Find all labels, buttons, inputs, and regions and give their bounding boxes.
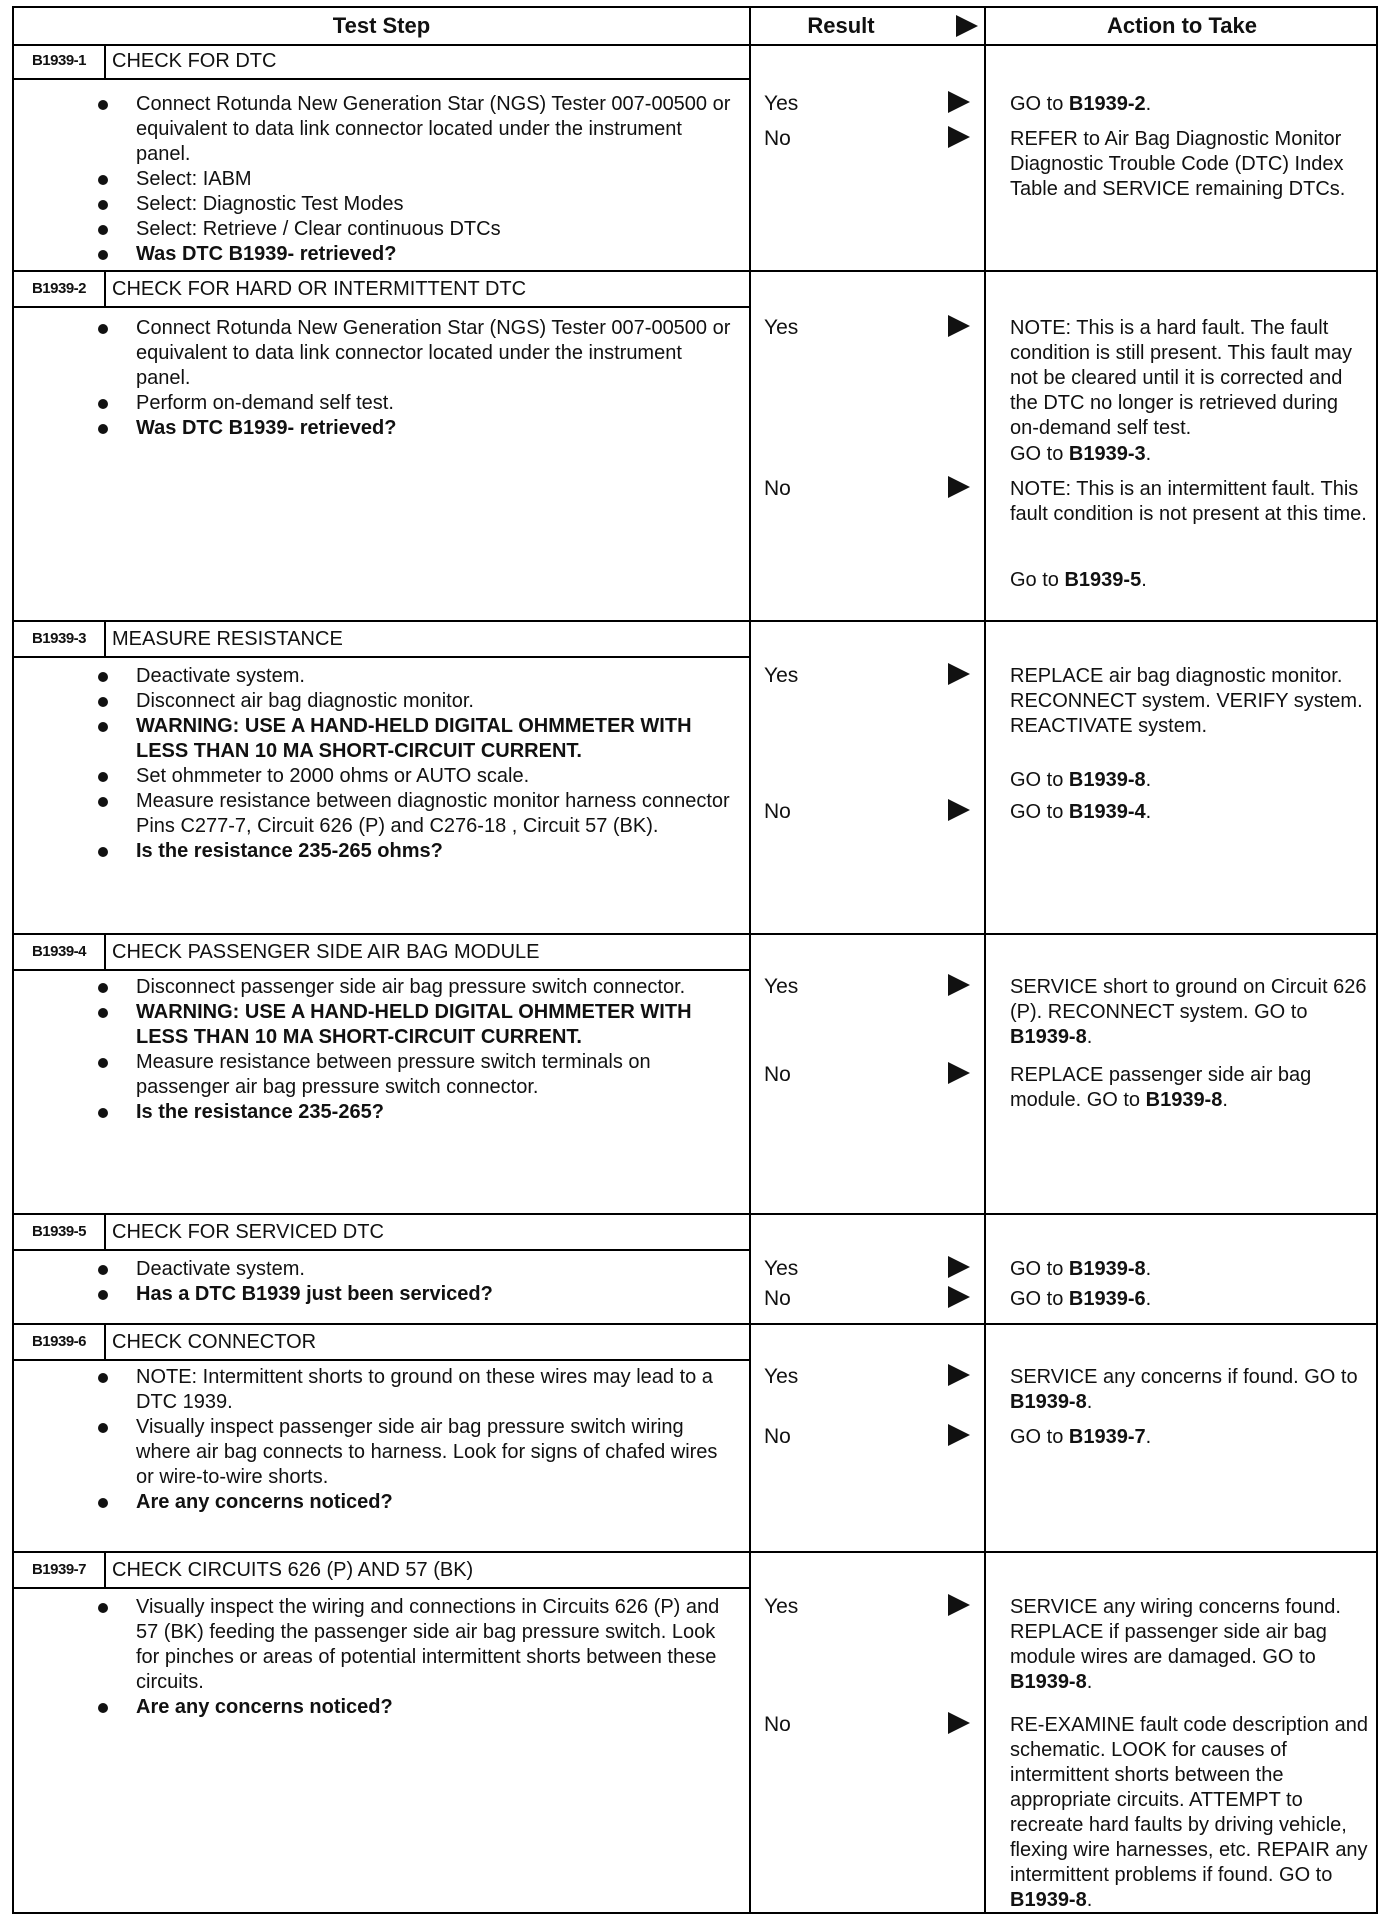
test-step-row (14, 1323, 1376, 1553)
step-code: B1939-2 (14, 272, 106, 306)
instruction-item: Connect Rotunda New Generation Star (NGS) Tester 007-00500 or equivalent to data link connector located under the instrument panel. (94, 92, 734, 167)
result-arrow-icon (948, 91, 970, 113)
instruction-item: Deactivate system. (94, 664, 734, 689)
step-code: B1939-3 (14, 622, 106, 656)
step-instructions (94, 975, 734, 1125)
step-title: CHECK PASSENGER SIDE AIR BAG MODULE (112, 941, 540, 963)
step-title: CHECK CIRCUITS 626 (P) AND 57 (BK) (112, 1559, 474, 1581)
action-text: . (1086, 1391, 1093, 1413)
step-title: CHECK FOR SERVICED DTC (112, 1221, 384, 1243)
action-text: . (1145, 1258, 1152, 1280)
instruction-item: WARNING: USE A HAND-HELD DIGITAL OHMMETER WITH LESS THAN 10 MA SHORT-CIRCUIT CURRENT. (94, 1000, 734, 1050)
step-code: B1939-1 (14, 44, 106, 78)
instruction-item: WARNING: USE A HAND-HELD DIGITAL OHMMETER WITH LESS THAN 10 MA SHORT-CIRCUIT CURRENT. (94, 714, 734, 764)
action-paragraph (1010, 1287, 1372, 1312)
step-heading (14, 44, 749, 80)
action-paragraph (1010, 800, 1372, 825)
result-arrow-icon (948, 1424, 970, 1446)
result-arrow-icon (948, 126, 970, 148)
step-heading (14, 1325, 749, 1361)
action-paragraph (1010, 664, 1372, 739)
result-arrow-icon (948, 476, 970, 498)
action-paragraph (1010, 1063, 1372, 1113)
action-paragraph (1010, 92, 1372, 117)
test-step-row (14, 933, 1376, 1215)
action-text: GO to (1010, 93, 1069, 115)
instruction-item: Are any concerns noticed? (94, 1490, 734, 1515)
instruction-item: NOTE: Intermittent shorts to ground on these wires may lead to a DTC 1939. (94, 1365, 734, 1415)
instruction-item: Select: Diagnostic Test Modes (94, 192, 734, 217)
table-header (14, 8, 1376, 46)
step-reference: B1939-3 (1068, 443, 1146, 465)
action-to-take (1010, 477, 1372, 591)
result-arrow-icon (948, 1286, 970, 1308)
test-step-row (14, 1213, 1376, 1325)
result-no: No (764, 1713, 791, 1736)
test-step-row (14, 270, 1376, 622)
action-to-take (1010, 1365, 1372, 1425)
action-paragraph (1010, 127, 1372, 202)
action-text: GO to (1010, 443, 1069, 465)
step-reference: B1939-7 (1068, 1426, 1146, 1448)
action-text: . (1086, 1026, 1093, 1048)
instruction-item: Visually inspect passenger side air bag pressure switch wiring where air bag connects to harness. Look for signs of chafed wires or wire-to-wire shorts. (94, 1415, 734, 1490)
action-text: . (1086, 1671, 1093, 1693)
action-paragraph (1010, 316, 1372, 441)
test-step-row (14, 620, 1376, 935)
result-no: No (764, 477, 791, 500)
action-text: . (1145, 443, 1152, 465)
action-text: . (1145, 93, 1152, 115)
step-instructions (94, 1365, 734, 1515)
action-next-step (1010, 768, 1151, 793)
diagnostic-table (12, 6, 1378, 1914)
action-text: REFER to Air Bag Diagnostic Monitor Diagnostic Trouble Code (DTC) Index Table and SERVICE remaining DTCs. (1010, 128, 1346, 200)
action-text: GO to (1010, 1288, 1069, 1310)
result-no: No (764, 1063, 791, 1086)
instruction-item: Perform on-demand self test. (94, 391, 734, 416)
action-text: Go to (1010, 569, 1065, 591)
result-yes: Yes (764, 664, 799, 687)
step-reference: B1939-8 (1010, 1026, 1087, 1048)
action-to-take (1010, 92, 1372, 127)
action-paragraph (1010, 1595, 1372, 1695)
step-heading (14, 1553, 749, 1589)
step-code: B1939-4 (14, 935, 106, 969)
instruction-item: Disconnect air bag diagnostic monitor. (94, 689, 734, 714)
action-to-take (1010, 1595, 1372, 1705)
action-text: REPLACE passenger side air bag module. GO to (1010, 1064, 1312, 1111)
instruction-item: Measure resistance between diagnostic monitor harness connector Pins C277-7, Circuit 626 (P) and C276-18 , Circuit 57 (BK). (94, 789, 734, 839)
result-arrow-icon (948, 1364, 970, 1386)
instruction-item: Was DTC B1939- retrieved? (94, 416, 734, 441)
action-to-take (1010, 1713, 1372, 1923)
action-text: GO to (1010, 1426, 1069, 1448)
action-text: . (1145, 769, 1152, 791)
step-reference: B1939-8 (1068, 1258, 1146, 1280)
step-code: B1939-5 (14, 1215, 106, 1249)
step-reference: B1939-8 (1010, 1671, 1087, 1693)
step-title: CHECK FOR DTC (112, 50, 277, 72)
test-step-row (14, 44, 1376, 270)
header-result: Result (807, 13, 875, 38)
step-code: B1939-7 (14, 1553, 106, 1587)
action-paragraph (1010, 477, 1372, 527)
step-instructions (94, 664, 734, 864)
action-to-take (1010, 1287, 1372, 1322)
instruction-item: Are any concerns noticed? (94, 1695, 734, 1720)
instruction-item: Connect Rotunda New Generation Star (NGS) Tester 007-00500 or equivalent to data link connector located under the instrument panel. (94, 316, 734, 391)
action-text: GO to (1010, 801, 1069, 823)
header-arrow-icon (956, 15, 978, 37)
action-text: . (1145, 1288, 1152, 1310)
step-reference: B1939-8 (1010, 1889, 1087, 1911)
step-title: CHECK CONNECTOR (112, 1331, 317, 1353)
action-text: NOTE: This is an intermittent fault. This fault condition is not present at this time. (1010, 478, 1367, 525)
action-paragraph (1010, 1713, 1372, 1913)
result-arrow-icon (948, 1256, 970, 1278)
action-text: GO to (1010, 1258, 1069, 1280)
action-next-step (1010, 442, 1151, 467)
result-yes: Yes (764, 1365, 799, 1388)
step-heading (14, 935, 749, 971)
step-reference: B1939-6 (1068, 1288, 1146, 1310)
header-action: Action to Take (1107, 13, 1257, 38)
step-reference: B1939-8 (1010, 1391, 1087, 1413)
action-text: . (1141, 569, 1147, 591)
result-arrow-icon (948, 1594, 970, 1616)
action-paragraph (1010, 1425, 1372, 1450)
result-arrow-icon (948, 663, 970, 685)
action-text: . (1145, 1426, 1152, 1448)
result-yes: Yes (764, 92, 799, 115)
result-arrow-icon (948, 315, 970, 337)
step-instructions (94, 1257, 734, 1307)
action-to-take (1010, 127, 1372, 212)
step-heading (14, 272, 749, 308)
action-text: . (1145, 801, 1152, 823)
header-test-step: Test Step (332, 13, 431, 38)
action-to-take (1010, 975, 1372, 1060)
instruction-item: Has a DTC B1939 just been serviced? (94, 1282, 734, 1307)
step-code: B1939-6 (14, 1325, 106, 1359)
instruction-item: Was DTC B1939- retrieved? (94, 242, 734, 267)
step-heading (14, 622, 749, 658)
action-paragraph (1010, 1257, 1372, 1282)
action-to-take (1010, 664, 1372, 791)
instruction-item: Deactivate system. (94, 1257, 734, 1282)
action-text: . (1222, 1089, 1228, 1111)
step-instructions (94, 1595, 734, 1720)
result-arrow-icon (948, 1712, 970, 1734)
result-yes: Yes (764, 975, 799, 998)
result-yes: Yes (764, 1595, 799, 1618)
action-to-take (1010, 1063, 1372, 1123)
step-reference: B1939-8 (1068, 769, 1146, 791)
instruction-item: Is the resistance 235-265? (94, 1100, 734, 1125)
instruction-item: Select: IABM (94, 167, 734, 192)
result-no: No (764, 800, 791, 823)
action-text: NOTE: This is a hard fault. The fault condition is still present. This fault may not be cleared until it is corrected and the DTC no longer is retrieved during on-demand self test. (1010, 317, 1353, 439)
result-no: No (764, 1287, 791, 1310)
action-text: SERVICE short to ground on Circuit 626 (P). RECONNECT system. GO to (1010, 976, 1367, 1023)
instruction-item: Set ohmmeter to 2000 ohms or AUTO scale. (94, 764, 734, 789)
step-reference: B1939-5 (1064, 569, 1142, 591)
result-arrow-icon (948, 1062, 970, 1084)
step-title: CHECK FOR HARD OR INTERMITTENT DTC (112, 278, 527, 300)
action-next-step (1010, 568, 1147, 593)
action-text: REPLACE air bag diagnostic monitor. RECONNECT system. VERIFY system. REACTIVATE system. (1010, 665, 1363, 737)
action-to-take (1010, 1425, 1372, 1460)
instruction-item: Disconnect passenger side air bag pressure switch connector. (94, 975, 734, 1000)
action-text: RE-EXAMINE fault code description and schematic. LOOK for causes of intermittent shorts between the appropriate circuits. ATTEMPT to recreate hard faults by driving vehicle, flexing wire harnesses, etc. REPAIR any intermittent problems if found. GO to (1010, 1714, 1368, 1886)
instruction-item: Measure resistance between pressure switch terminals on passenger air bag pressure switch connector. (94, 1050, 734, 1100)
result-no: No (764, 127, 791, 150)
result-no: No (764, 1425, 791, 1448)
action-text: GO to (1010, 769, 1069, 791)
action-text: SERVICE any concerns if found. GO to (1010, 1366, 1358, 1388)
instruction-item: Is the resistance 235-265 ohms? (94, 839, 734, 864)
result-yes: Yes (764, 1257, 799, 1280)
action-to-take (1010, 316, 1372, 465)
action-text: SERVICE any wiring concerns found. REPLACE if passenger side air bag module wires are damaged. GO to (1010, 1596, 1341, 1668)
result-yes: Yes (764, 316, 799, 339)
action-text: . (1086, 1889, 1093, 1911)
step-reference: B1939-4 (1068, 801, 1146, 823)
action-paragraph (1010, 1365, 1372, 1415)
step-title: MEASURE RESISTANCE (112, 628, 343, 650)
action-paragraph (1010, 975, 1372, 1050)
test-step-row (14, 1551, 1376, 1918)
instruction-item: Select: Retrieve / Clear continuous DTCs (94, 217, 734, 242)
result-arrow-icon (948, 799, 970, 821)
step-instructions (94, 92, 734, 267)
step-reference: B1939-8 (1145, 1089, 1223, 1111)
action-to-take (1010, 800, 1372, 835)
result-arrow-icon (948, 974, 970, 996)
instruction-item: Visually inspect the wiring and connections in Circuits 626 (P) and 57 (BK) feeding the passenger side air bag pressure switch. Look for pinches or areas of potential intermittent shorts between these circuits. (94, 1595, 734, 1695)
step-reference: B1939-2 (1068, 93, 1146, 115)
step-instructions (94, 316, 734, 441)
step-heading (14, 1215, 749, 1251)
